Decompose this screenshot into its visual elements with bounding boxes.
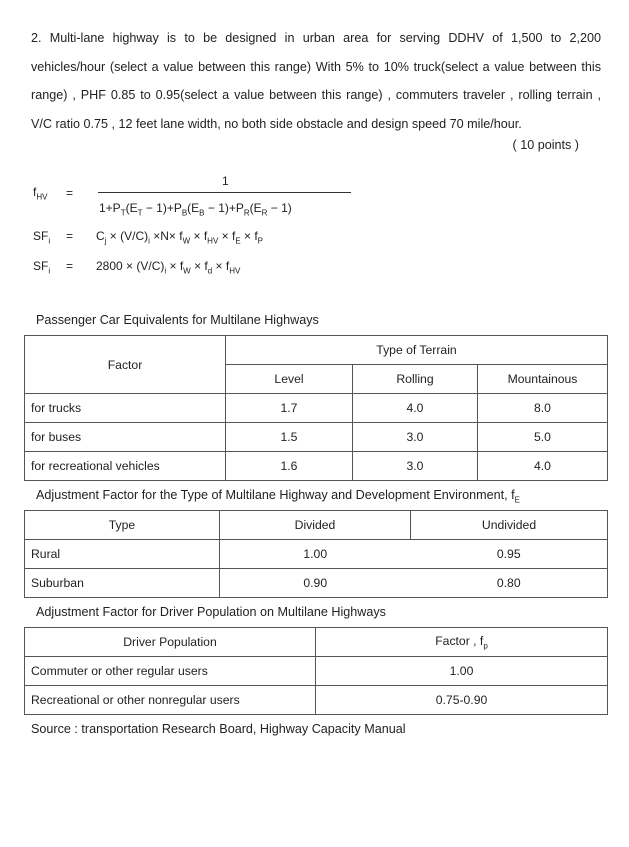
source-note: Source : transportation Research Board, Highway Capacity Manual bbox=[31, 722, 406, 736]
table-row bbox=[25, 540, 608, 569]
sf-symbol-1: $SF_i$ bbox=[33, 229, 51, 246]
table-row bbox=[25, 394, 608, 423]
pce-cell: 1.5 bbox=[226, 423, 353, 452]
table-row bbox=[25, 569, 608, 598]
fraction-denominator: $1+P_T(E_T - 1)+P_B(E_B - 1)+P_R(E_R - 1)$ bbox=[99, 201, 292, 218]
fp-cell: 1.00 bbox=[316, 657, 608, 686]
fe-undivided-header: Undivided bbox=[411, 511, 608, 540]
equals-sign-1: = bbox=[66, 186, 74, 200]
fe-cell: 0.90 bbox=[220, 569, 411, 598]
fe-cell: 1.00 bbox=[220, 540, 411, 569]
sf-formula-2800: $2800 \times (V/C)_i \times f_W \times f_d \times f_{HV}$ bbox=[96, 259, 241, 276]
fhv-symbol: $f_{HV}$ bbox=[33, 185, 48, 202]
table-row bbox=[25, 423, 608, 452]
fe-type-header: Type bbox=[25, 511, 220, 540]
fe-divided-header: Divided bbox=[220, 511, 411, 540]
table-row bbox=[25, 657, 608, 686]
problem-statement: 2. Multi-lane highway is to be designed in urban area for serving DDHV of 1,500 to 2,200 vehicles/hour (select a value between this range) With 5% to 10% truck(select a value between this range) , PHF 0.85 to 0.95(select a value between this range) , commuters traveler , rolling terrain , V/C ratio 0.75 , 12 feet lane width, no both side obstacle and design speed 70 mile/hour. bbox=[31, 31, 601, 131]
table-row bbox=[25, 452, 608, 481]
fraction-line bbox=[98, 192, 351, 193]
fe-cell: 0.95 bbox=[411, 540, 608, 569]
pce-cell: 1.6 bbox=[226, 452, 353, 481]
pce-row-label: for trucks bbox=[25, 394, 226, 423]
pce-col-rolling: Rolling bbox=[353, 365, 478, 394]
fe-caption: Adjustment Factor for the Type of Multilane Highway and Development Environment, $f_E$ bbox=[36, 488, 520, 505]
fe-row-label: Rural bbox=[25, 540, 220, 569]
fp-row-label: Commuter or other regular users bbox=[25, 657, 316, 686]
pce-cell: 5.0 bbox=[478, 423, 608, 452]
sf-symbol-2: $SF_i$ bbox=[33, 259, 51, 276]
fe-table bbox=[24, 510, 608, 598]
pce-row-label: for recreational vehicles bbox=[25, 452, 226, 481]
fp-factor-header: Factor , $f_p$ bbox=[316, 628, 608, 657]
pce-table bbox=[24, 335, 608, 481]
pce-caption: Passenger Car Equivalents for Multilane Highways bbox=[36, 313, 319, 327]
pce-cell: 1.7 bbox=[226, 394, 353, 423]
pce-col-mountainous: Mountainous bbox=[478, 365, 608, 394]
fp-caption: Adjustment Factor for Driver Population on Multilane Highways bbox=[36, 605, 386, 619]
pce-cell: 4.0 bbox=[353, 394, 478, 423]
pce-cell: 3.0 bbox=[353, 452, 478, 481]
pce-row-label: for buses bbox=[25, 423, 226, 452]
pce-col-level: Level bbox=[226, 365, 353, 394]
pce-cell: 3.0 bbox=[353, 423, 478, 452]
fe-cell: 0.80 bbox=[411, 569, 608, 598]
table-row bbox=[25, 686, 608, 715]
fp-cell: 0.75-0.90 bbox=[316, 686, 608, 715]
fp-driver-header: Driver Population bbox=[25, 628, 316, 657]
pce-cell: 4.0 bbox=[478, 452, 608, 481]
sf-formula-capacity: $C_j \times (V/C)_i \times N\times f_W \times f_{HV} \times f_E \times f_P$ bbox=[96, 229, 264, 246]
fe-row-label: Suburban bbox=[25, 569, 220, 598]
pce-terrain-header: Type of Terrain bbox=[226, 336, 608, 365]
fraction-numerator: 1 bbox=[222, 174, 229, 188]
equals-sign-2: = bbox=[66, 229, 74, 243]
pce-factor-header: Factor bbox=[25, 336, 226, 394]
equals-sign-3: = bbox=[66, 259, 74, 273]
points-label: ( 10 points ) bbox=[512, 138, 579, 152]
pce-cell: 8.0 bbox=[478, 394, 608, 423]
fp-table bbox=[24, 627, 608, 715]
fp-row-label: Recreational or other nonregular users bbox=[25, 686, 316, 715]
